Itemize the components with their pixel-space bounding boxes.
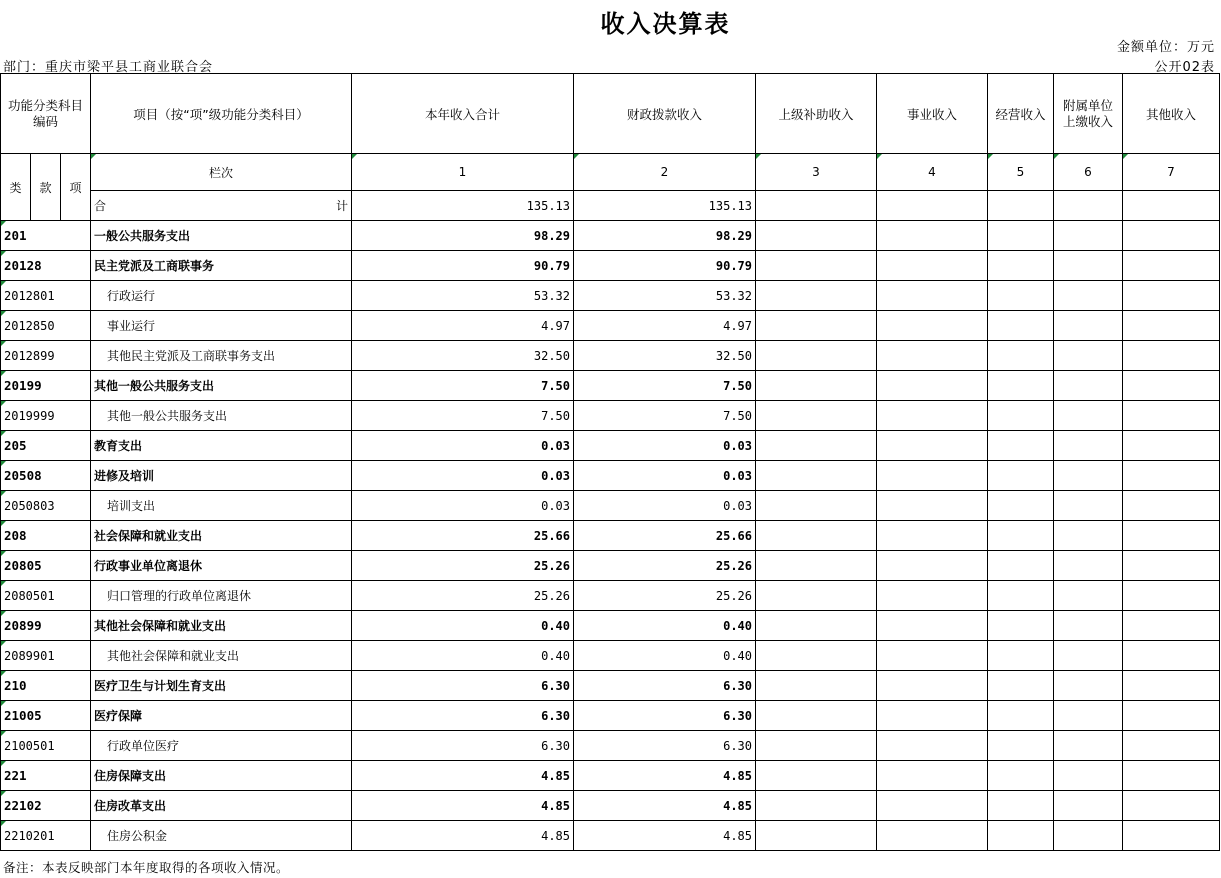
- row-col3: [756, 281, 877, 311]
- row-col4: [877, 461, 988, 491]
- row-col7: [1123, 221, 1220, 251]
- row-col6: [1054, 521, 1123, 551]
- row-col2: 0.03: [574, 491, 756, 521]
- row-col4: [877, 431, 988, 461]
- row-col4: [877, 311, 988, 341]
- header-col1: 本年收入合计: [352, 74, 574, 154]
- row-col3: [756, 611, 877, 641]
- row-col6: [1054, 581, 1123, 611]
- table-note: 备注：本表反映部门本年度取得的各项收入情况。: [3, 860, 290, 875]
- table-row: [1, 281, 1220, 311]
- row-name: 其他一般公共服务支出: [91, 371, 352, 401]
- col-number-2: 2: [574, 154, 756, 191]
- row-col2: 25.26: [574, 581, 756, 611]
- row-col4: [877, 251, 988, 281]
- row-name: 民主党派及工商联事务: [91, 251, 352, 281]
- row-col6: [1054, 341, 1123, 371]
- row-name: 教育支出: [91, 431, 352, 461]
- row-col4: [877, 401, 988, 431]
- row-col6: [1054, 461, 1123, 491]
- row-col6: [1054, 611, 1123, 641]
- row-col6: [1054, 641, 1123, 671]
- row-col5: [988, 461, 1054, 491]
- row-col6: [1054, 281, 1123, 311]
- total-col2: 135.13: [574, 191, 756, 221]
- table-row: [1, 311, 1220, 341]
- row-name: 住房改革支出: [91, 791, 352, 821]
- row-col2: 98.29: [574, 221, 756, 251]
- row-col5: [988, 671, 1054, 701]
- row-code: 2210201: [1, 821, 91, 851]
- table-row: [1, 521, 1220, 551]
- row-name: 其他民主党派及工商联事务支出: [91, 341, 352, 371]
- row-col3: [756, 221, 877, 251]
- row-col4: [877, 551, 988, 581]
- row-col5: [988, 431, 1054, 461]
- row-col4: [877, 791, 988, 821]
- row-name: 行政运行: [91, 281, 352, 311]
- row-col4: [877, 371, 988, 401]
- row-col7: [1123, 551, 1220, 581]
- row-col1: 53.32: [352, 281, 574, 311]
- row-col5: [988, 281, 1054, 311]
- row-col2: 6.30: [574, 671, 756, 701]
- row-col2: 4.97: [574, 311, 756, 341]
- row-col4: [877, 611, 988, 641]
- row-col5: [988, 251, 1054, 281]
- table-row: [1, 461, 1220, 491]
- table-row: [1, 761, 1220, 791]
- row-col5: [988, 221, 1054, 251]
- row-col3: [756, 551, 877, 581]
- row-name: 住房公积金: [91, 821, 352, 851]
- col-number-3: 3: [756, 154, 877, 191]
- row-col2: 4.85: [574, 791, 756, 821]
- row-col3: [756, 731, 877, 761]
- table-row: [1, 431, 1220, 461]
- row-name: 一般公共服务支出: [91, 221, 352, 251]
- row-code: 2012801: [1, 281, 91, 311]
- row-col3: [756, 311, 877, 341]
- row-name: 其他一般公共服务支出: [91, 401, 352, 431]
- row-col5: [988, 551, 1054, 581]
- table-row: [1, 821, 1220, 851]
- row-name: 其他社会保障和就业支出: [91, 611, 352, 641]
- row-col6: [1054, 371, 1123, 401]
- row-col5: [988, 731, 1054, 761]
- row-col1: 4.97: [352, 311, 574, 341]
- row-col3: [756, 521, 877, 551]
- row-code: 208: [1, 521, 91, 551]
- row-code: 2019999: [1, 401, 91, 431]
- row-col7: [1123, 611, 1220, 641]
- row-col1: 0.40: [352, 611, 574, 641]
- row-col3: [756, 581, 877, 611]
- row-name: 医疗卫生与计划生育支出: [91, 671, 352, 701]
- row-col4: [877, 581, 988, 611]
- row-col5: [988, 491, 1054, 521]
- total-col1: 135.13: [352, 191, 574, 221]
- row-col1: 7.50: [352, 371, 574, 401]
- table-row: [1, 641, 1220, 671]
- header-col4: 事业收入: [877, 74, 988, 154]
- row-col4: [877, 341, 988, 371]
- row-col7: [1123, 581, 1220, 611]
- row-col4: [877, 821, 988, 851]
- row-col6: [1054, 311, 1123, 341]
- row-code: 221: [1, 761, 91, 791]
- row-col3: [756, 821, 877, 851]
- row-col2: 0.03: [574, 431, 756, 461]
- row-code: 210: [1, 671, 91, 701]
- row-col4: [877, 731, 988, 761]
- row-code: 2089901: [1, 641, 91, 671]
- row-col2: 90.79: [574, 251, 756, 281]
- row-col1: 32.50: [352, 341, 574, 371]
- row-col4: [877, 281, 988, 311]
- total-row: [1, 191, 1220, 221]
- row-col1: 25.66: [352, 521, 574, 551]
- row-col3: [756, 671, 877, 701]
- table-row: [1, 371, 1220, 401]
- table-row: [1, 581, 1220, 611]
- row-code: 2080501: [1, 581, 91, 611]
- row-name: 医疗保障: [91, 701, 352, 731]
- row-col1: 0.03: [352, 431, 574, 461]
- row-col2: 0.40: [574, 641, 756, 671]
- row-col2: 25.26: [574, 551, 756, 581]
- row-col2: 4.85: [574, 821, 756, 851]
- row-col5: [988, 701, 1054, 731]
- row-col3: [756, 791, 877, 821]
- table-row: [1, 251, 1220, 281]
- row-col3: [756, 341, 877, 371]
- row-col5: [988, 821, 1054, 851]
- header-item: 项目（按“项”级功能分类科目）: [91, 74, 352, 154]
- header-col5: 经营收入: [988, 74, 1054, 154]
- total-label-left: 合: [94, 199, 107, 213]
- row-col5: [988, 401, 1054, 431]
- row-code: 2050803: [1, 491, 91, 521]
- total-label-right: 计: [335, 199, 348, 213]
- row-col3: [756, 761, 877, 791]
- row-col1: 0.03: [352, 491, 574, 521]
- table-row: [1, 341, 1220, 371]
- row-col6: [1054, 251, 1123, 281]
- row-name: 培训支出: [91, 491, 352, 521]
- row-col2: 7.50: [574, 371, 756, 401]
- row-code: 2012850: [1, 311, 91, 341]
- row-col4: [877, 761, 988, 791]
- header-col7: 其他收入: [1123, 74, 1220, 154]
- row-col7: [1123, 821, 1220, 851]
- header-kuan: 款: [31, 154, 61, 221]
- row-name: 行政事业单位离退休: [91, 551, 352, 581]
- row-name: 其他社会保障和就业支出: [91, 641, 352, 671]
- row-col7: [1123, 281, 1220, 311]
- table-row: [1, 491, 1220, 521]
- row-code: 201: [1, 221, 91, 251]
- row-code: 20508: [1, 461, 91, 491]
- row-name: 社会保障和就业支出: [91, 521, 352, 551]
- table-row: [1, 221, 1220, 251]
- row-col1: 7.50: [352, 401, 574, 431]
- row-col4: [877, 641, 988, 671]
- row-col5: [988, 581, 1054, 611]
- row-col7: [1123, 641, 1220, 671]
- header-row: [1, 74, 1220, 154]
- row-code: 20899: [1, 611, 91, 641]
- row-name: 事业运行: [91, 311, 352, 341]
- row-col7: [1123, 371, 1220, 401]
- row-col7: [1123, 251, 1220, 281]
- col-number-7: 7: [1123, 154, 1220, 191]
- row-col1: 4.85: [352, 791, 574, 821]
- row-col1: 98.29: [352, 221, 574, 251]
- row-col5: [988, 311, 1054, 341]
- department-label: 部门：重庆市梁平县工商业联合会: [3, 60, 214, 75]
- row-col3: [756, 461, 877, 491]
- row-col7: [1123, 791, 1220, 821]
- row-col1: 25.26: [352, 581, 574, 611]
- row-col3: [756, 701, 877, 731]
- row-col2: 6.30: [574, 731, 756, 761]
- row-col5: [988, 791, 1054, 821]
- row-col5: [988, 761, 1054, 791]
- row-col7: [1123, 401, 1220, 431]
- row-col6: [1054, 221, 1123, 251]
- row-col1: 4.85: [352, 761, 574, 791]
- row-col2: 0.40: [574, 611, 756, 641]
- total-label: [91, 191, 352, 221]
- row-col2: 7.50: [574, 401, 756, 431]
- row-col7: [1123, 701, 1220, 731]
- row-col5: [988, 371, 1054, 401]
- header-lei: 类: [1, 154, 31, 221]
- row-name: 行政单位医疗: [91, 731, 352, 761]
- row-code: 2100501: [1, 731, 91, 761]
- row-col6: [1054, 551, 1123, 581]
- row-col6: [1054, 671, 1123, 701]
- row-col3: [756, 371, 877, 401]
- row-col1: 6.30: [352, 671, 574, 701]
- row-col7: [1123, 341, 1220, 371]
- table-row: [1, 401, 1220, 431]
- column-number-row: [1, 154, 1220, 191]
- row-col2: 25.66: [574, 521, 756, 551]
- income-table: [0, 73, 1220, 851]
- row-code: 22102: [1, 791, 91, 821]
- row-col7: [1123, 521, 1220, 551]
- row-col3: [756, 401, 877, 431]
- row-col5: [988, 521, 1054, 551]
- row-col1: 0.40: [352, 641, 574, 671]
- row-col7: [1123, 491, 1220, 521]
- header-lanci: 栏次: [91, 154, 352, 191]
- col-number-1: 1: [352, 154, 574, 191]
- row-col1: 6.30: [352, 701, 574, 731]
- row-col2: 4.85: [574, 761, 756, 791]
- row-code: 20805: [1, 551, 91, 581]
- row-col2: 53.32: [574, 281, 756, 311]
- row-col1: 90.79: [352, 251, 574, 281]
- row-col3: [756, 491, 877, 521]
- row-col6: [1054, 491, 1123, 521]
- row-col6: [1054, 401, 1123, 431]
- col-number-6: 6: [1054, 154, 1123, 191]
- row-col3: [756, 251, 877, 281]
- row-col1: 6.30: [352, 731, 574, 761]
- row-col7: [1123, 731, 1220, 761]
- table-row: [1, 671, 1220, 701]
- header-code-group: 功能分类科目编码: [1, 74, 91, 154]
- row-col3: [756, 431, 877, 461]
- row-col6: [1054, 821, 1123, 851]
- table-row: [1, 701, 1220, 731]
- table-row: [1, 551, 1220, 581]
- row-col7: [1123, 431, 1220, 461]
- row-col2: 0.03: [574, 461, 756, 491]
- row-col2: 32.50: [574, 341, 756, 371]
- row-col6: [1054, 791, 1123, 821]
- row-col4: [877, 221, 988, 251]
- row-col7: [1123, 461, 1220, 491]
- row-col1: 25.26: [352, 551, 574, 581]
- row-col6: [1054, 761, 1123, 791]
- row-col1: 0.03: [352, 461, 574, 491]
- row-name: 归口管理的行政单位离退休: [91, 581, 352, 611]
- col-number-5: 5: [988, 154, 1054, 191]
- row-code: 2012899: [1, 341, 91, 371]
- row-code: 20199: [1, 371, 91, 401]
- row-col4: [877, 701, 988, 731]
- header-col2: 财政拨款收入: [574, 74, 756, 154]
- row-col7: [1123, 311, 1220, 341]
- table-row: [1, 791, 1220, 821]
- header-xiang: 项: [61, 154, 91, 221]
- row-col3: [756, 641, 877, 671]
- row-col5: [988, 641, 1054, 671]
- row-code: 20128: [1, 251, 91, 281]
- row-code: 205: [1, 431, 91, 461]
- row-col6: [1054, 701, 1123, 731]
- amount-unit: 金额单位：万元: [1116, 40, 1215, 55]
- row-name: 进修及培训: [91, 461, 352, 491]
- header-col6: 附属单位上缴收入: [1054, 74, 1123, 154]
- page-title: 收入决算表: [600, 10, 731, 38]
- table-row: [1, 731, 1220, 761]
- col-number-4: 4: [877, 154, 988, 191]
- row-col4: [877, 521, 988, 551]
- row-col6: [1054, 731, 1123, 761]
- table-row: [1, 611, 1220, 641]
- row-col1: 4.85: [352, 821, 574, 851]
- row-col7: [1123, 761, 1220, 791]
- header-col3: 上级补助收入: [756, 74, 877, 154]
- row-col2: 6.30: [574, 701, 756, 731]
- row-col5: [988, 341, 1054, 371]
- row-col5: [988, 611, 1054, 641]
- row-col4: [877, 491, 988, 521]
- row-name: 住房保障支出: [91, 761, 352, 791]
- row-col6: [1054, 431, 1123, 461]
- table-number: 公开02表: [1154, 60, 1215, 75]
- row-code: 21005: [1, 701, 91, 731]
- row-col7: [1123, 671, 1220, 701]
- row-col4: [877, 671, 988, 701]
